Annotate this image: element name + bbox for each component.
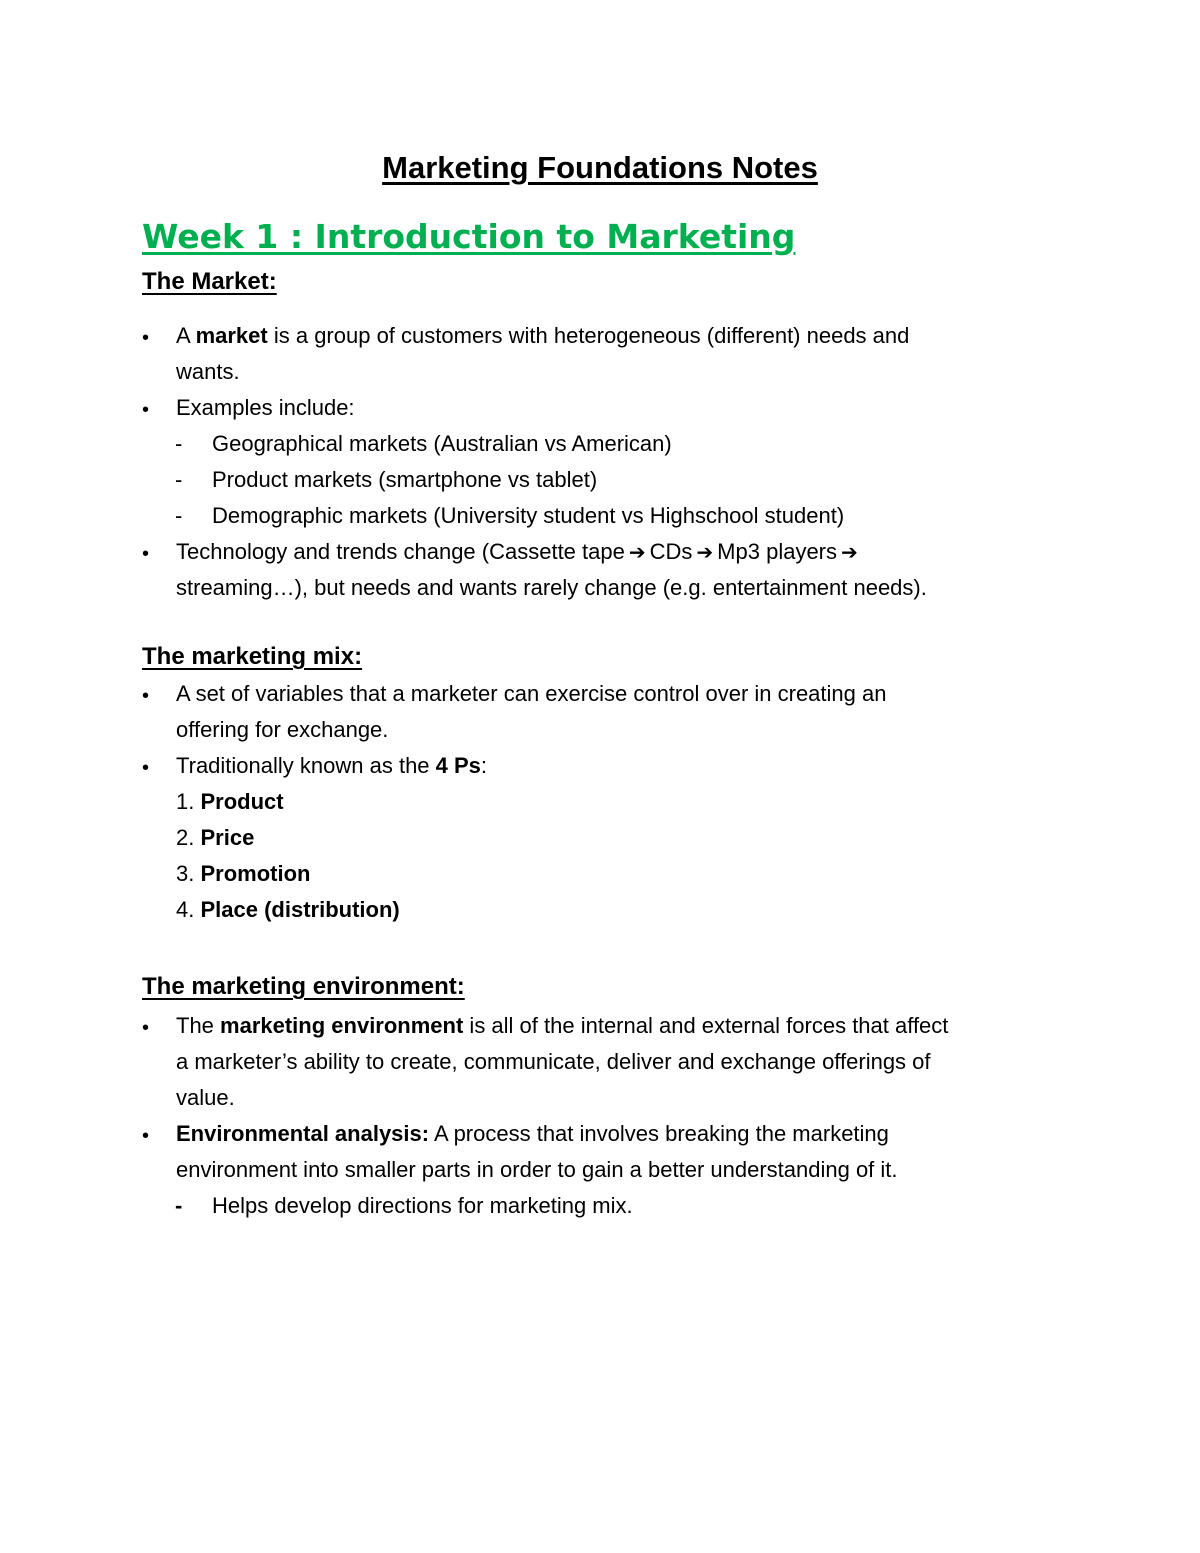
dash-icon: -: [175, 431, 183, 456]
env-bullet-1-cont: a marketer’s ability to create, communicate, deliver and exchange offerings of: [176, 1049, 931, 1074]
mix-bullet-1: A set of variables that a marketer can exercise control over in creating an: [176, 681, 887, 706]
env-sub-item: Helps develop directions for marketing mix.: [212, 1193, 633, 1218]
mix-bullet-1-cont: offering for exchange.: [176, 717, 389, 742]
heading-marketing-environment: The marketing environment:: [142, 973, 465, 1000]
mix-list-item: 2. Price: [176, 825, 255, 850]
right-arrow-icon: ➔: [841, 540, 858, 564]
env-bullet-2-cont: environment into smaller parts in order to gain a better understanding of it.: [176, 1157, 898, 1182]
heading-marketing-mix: The marketing mix:: [142, 643, 363, 670]
market-sub-item: Product markets (smartphone vs tablet): [212, 467, 598, 492]
mix-list-item: 1. Product: [176, 789, 284, 814]
document-title: Marketing Foundations Notes: [382, 150, 818, 185]
dash-icon: -: [175, 1193, 183, 1218]
env-bullet-2: Environmental analysis: A process that involves breaking the marketing: [176, 1121, 889, 1146]
bullet-icon: •: [142, 757, 150, 779]
bullet-icon: •: [142, 327, 150, 349]
bullet-icon: •: [142, 399, 150, 421]
dash-icon: -: [175, 467, 183, 492]
market-sub-item: Demographic markets (University student vs Highschool student): [212, 503, 845, 528]
market-sub-item: Geographical markets (Australian vs American): [212, 431, 672, 456]
mix-list-item: 3. Promotion: [176, 861, 311, 886]
dash-icon: -: [175, 503, 183, 528]
env-bullet-1: The marketing environment is all of the internal and external forces that affect: [176, 1013, 949, 1038]
bullet-icon: •: [142, 1017, 150, 1039]
right-arrow-icon: ➔: [696, 540, 714, 564]
market-bullet-1-cont: wants.: [176, 359, 240, 384]
right-arrow-icon: ➔: [628, 540, 646, 564]
bullet-icon: •: [142, 685, 150, 707]
mix-list-item: 4. Place (distribution): [176, 897, 400, 922]
market-bullet-3-cont: streaming…), but needs and wants rarely change (e.g. entertainment needs).: [176, 575, 927, 600]
market-bullet-3: Technology and trends change (Cassette tape ➔ CDs ➔ Mp3 players ➔: [176, 534, 862, 570]
market-bullet-2: Examples include:: [176, 395, 355, 420]
market-bullet-1: A market is a group of customers with heterogeneous (different) needs and: [176, 323, 910, 348]
mix-bullet-2: Traditionally known as the 4 Ps:: [176, 753, 488, 778]
bullet-icon: •: [142, 1125, 150, 1147]
heading-the-market: The Market:: [142, 268, 277, 295]
bullet-icon: •: [142, 543, 150, 565]
week-title: Week 1 : Introduction to Marketing: [142, 217, 796, 256]
env-bullet-1-cont: value.: [176, 1085, 235, 1110]
